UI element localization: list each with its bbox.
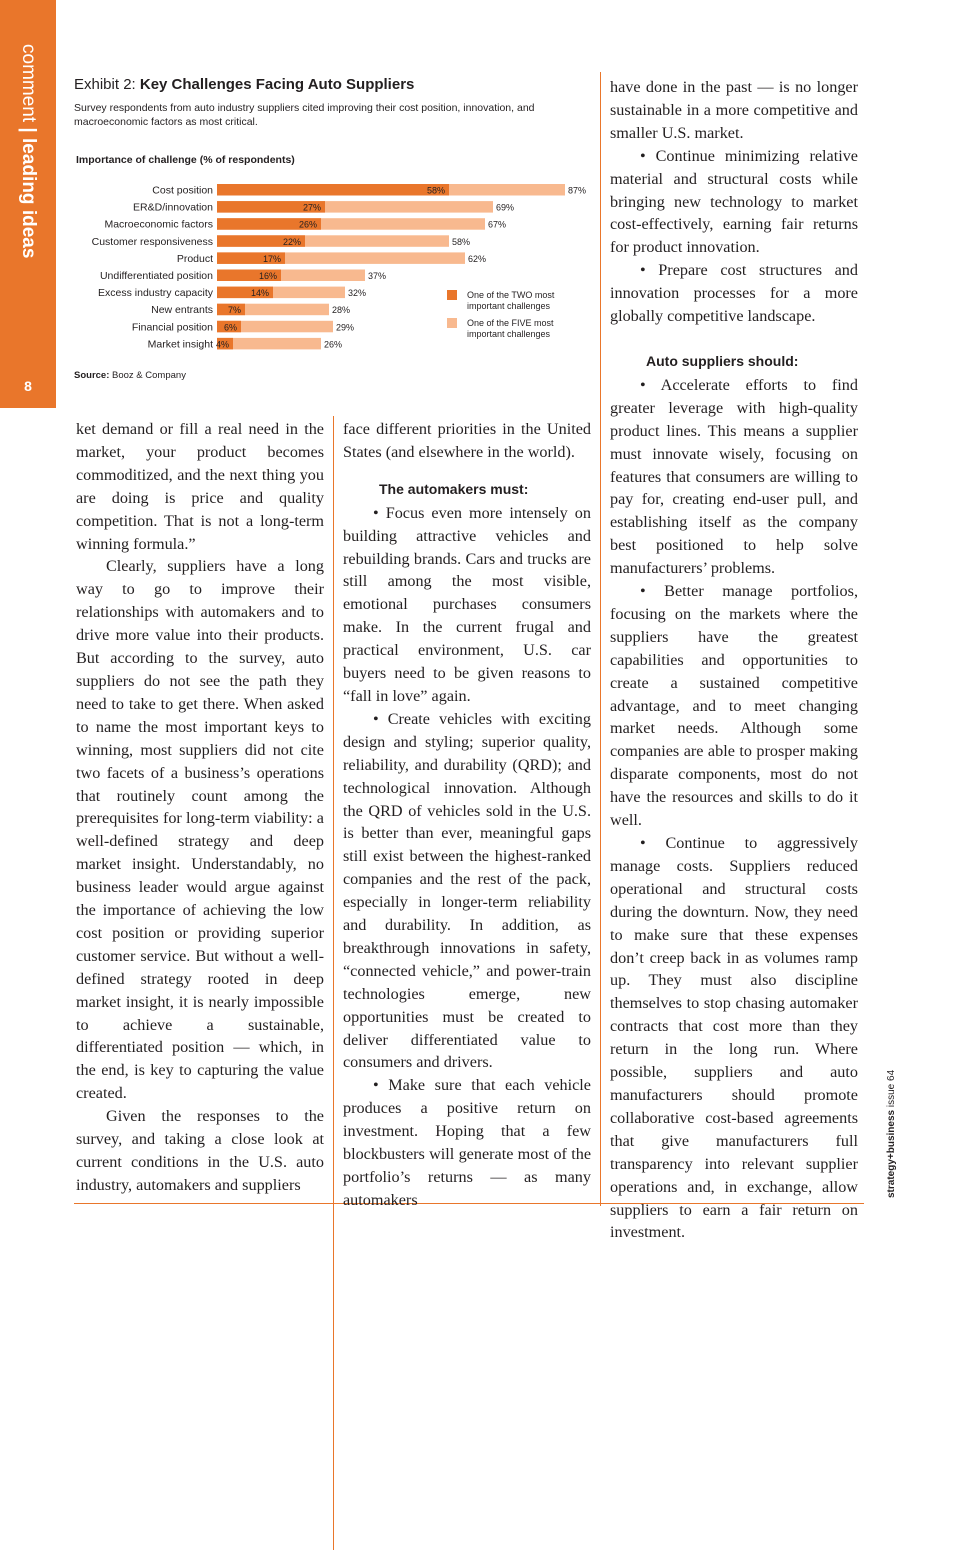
data-label-two-most: 6%	[223, 322, 237, 333]
category-label: Product	[176, 252, 213, 265]
bullet-paragraph: • Better manage portfolios, focusing on the markets where the suppliers have the greatest capabilities and opportunities to create a sustained competitive advantage, and to meet changing market needs. Although some companies are able to prosper making disparate components, most do not have the resources and skills to do it well.	[610, 582, 858, 830]
bullet-paragraph: • Create vehicles with exciting design and styling; superior quality, reliability, and durability (QRD); and technological innovation. Although the QRD of vehicles sold in the U.S. is better than ever, meaningful gaps still exist between the highest-ranked companies and the rest of the pack, especially in longer-term reliability and durability. In addition, as breakthrough innovations in safety, “connected vehicle,” and power-train technologies emerge, new opportunities must be created to deliver differentiated value to consumers and drivers.	[343, 709, 591, 1072]
exhibit-title	[74, 76, 594, 93]
data-label-five-most: 69%	[496, 202, 515, 213]
category-label: Customer responsiveness	[91, 235, 213, 248]
paragraph: have done in the past — is no longer sustainable in a more competitive and smaller U.S. market.	[610, 78, 858, 142]
section-heading: The automakers must:	[379, 480, 529, 497]
exhibit	[74, 76, 594, 396]
exhibit-source	[74, 370, 186, 381]
category-label: Cost position	[152, 184, 213, 197]
data-label-five-most: 29%	[336, 322, 355, 333]
data-label-five-most: 32%	[348, 288, 367, 299]
chart-title: Importance of challenge (% of respondents)	[76, 154, 295, 166]
category-label: New entrants	[151, 304, 213, 317]
bullet-paragraph: • Continue minimizing relative material and structural costs while bringing new technology to market cost-effectively, earning fair returns for product innovation.	[610, 146, 858, 257]
legend-swatch	[447, 318, 457, 328]
bullet-paragraph: • Make sure that each vehicle produces a positive return on investment. Hoping that a few blockbusters will generate most of the portfolio’s returns — as many automakers	[343, 1076, 591, 1209]
paragraph: face different priorities in the United States (and elsewhere in the world).	[343, 420, 591, 461]
category-label: Financial position	[131, 321, 213, 334]
legend-swatch	[447, 290, 457, 300]
column-divider	[600, 72, 601, 1206]
data-label-five-most: 67%	[488, 219, 507, 230]
bullet-paragraph: • Focus even more intensely on building attractive vehicles and rebuilding brands. Cars and trucks are still among the most visible, emotional purchases consumers make. In the current frugal and practical environment, U.S. car buyers need to be given reasons to “fall in love” again.	[343, 503, 591, 705]
footer-issue: issue 64	[886, 1070, 897, 1108]
data-label-five-most: 26%	[324, 339, 343, 350]
category-label: Undifferentiated position	[99, 270, 213, 282]
bullet-paragraph: • Continue to aggressively manage costs. Suppliers reduced operational and structural costs during the downturn. Now, they need to make sure that these expenses don’t creep back in as volumes ramp up. They must also discipline themselves to stop chasing automaker contracts that cost more than they return in the long run. Where possible, suppliers and auto manufacturers should promote collaborative cost-based agreements that give manufacturers full transparency into relevant supplier operations and, in exchange, allow suppliers to earn a fair return on investment.	[610, 834, 858, 1242]
paragraph: Given the responses to the survey, and taking a close look at current conditions in the U.S. auto industry, automakers and suppliers	[76, 1107, 324, 1194]
source-text: Booz & Company	[112, 370, 186, 381]
subsection-name: leading ideas	[18, 138, 39, 259]
footer-brand: strategy+business	[886, 1110, 897, 1199]
exhibit-title-text: Key Challenges Facing Auto Suppliers	[139, 76, 415, 93]
legend-label: One of the TWO most	[467, 290, 555, 300]
data-label-five-most: 87%	[568, 185, 587, 196]
bullet-paragraph: • Accelerate efforts to find greater leverage with high-quality product lines. This means a supplier must innovate wisely, focusing on features that consumers are willing to pay for, creating end-user pull, and establishing itself as the company best positioned to help solve manufacturers’ problems.	[610, 375, 858, 578]
paragraph: Clearly, suppliers have a long way to go to improve their relationships with automakers and to drive more value into their products. But according to the survey, auto suppliers do not see the path they need to take to get there. When asked to name the most important keys to winning, most suppliers did not cite two facets of a business’s operations that routinely count among the prerequisites for long-term viability: a well-defined strategy and deep market insight. Understandably, no business leader would argue against the importance of achieving the low cost position or providing superior customer service. But without a well-defined strategy rooted in deep market insight, it is nearly impossible to achieve a sustainable, differentiated position — which, in the end, is key to capturing the value created.	[76, 557, 324, 1103]
bar-two-most	[217, 184, 449, 196]
publication-footer	[886, 1070, 912, 1200]
bullet-paragraph: • Prepare cost structures and innovation processes for a more globally competitive landscape.	[610, 261, 858, 326]
column-divider	[333, 416, 334, 1550]
data-label-two-most: 58%	[426, 185, 445, 196]
exhibit-subtitle: Survey respondents from auto industry suppliers cited improving their cost position, innovation, and macroeconomic factors as most critical.	[74, 102, 535, 128]
section-heading: Auto suppliers should:	[646, 352, 799, 369]
data-label-five-most: 37%	[368, 271, 387, 281]
paragraph: ket demand or fill a real need in the market, your product becomes commoditized, and the next thing you are doing is price and quality competition. That is not a long-term winning formula.”	[76, 420, 324, 553]
data-label-two-most: 27%	[302, 202, 321, 213]
page-number: 8	[24, 378, 32, 394]
data-label-five-most: 28%	[332, 305, 351, 316]
data-label-two-most: 17%	[262, 253, 281, 264]
data-label-five-most: 58%	[452, 236, 471, 247]
source-label: Source:	[74, 370, 110, 381]
bar-chart	[74, 176, 594, 366]
data-label-two-most: 14%	[250, 288, 269, 299]
category-label: Macroeconomic factors	[104, 218, 213, 231]
legend-label: One of the FIVE most	[467, 318, 554, 328]
legend-label: important challenges	[467, 301, 551, 311]
category-label: Excess industry capacity	[98, 287, 213, 300]
section-label	[6, 44, 50, 259]
data-label-two-most: 22%	[282, 236, 301, 247]
section-tab	[0, 0, 56, 408]
section-separator: |	[18, 127, 39, 133]
category-label: Market insight	[147, 338, 213, 351]
data-label-two-most: 7%	[227, 305, 241, 316]
data-label-five-most: 62%	[468, 253, 487, 264]
text-column-1	[76, 418, 324, 1197]
legend-label: important challenges	[467, 329, 551, 339]
text-column-2	[343, 418, 591, 1212]
exhibit-title-prefix: Exhibit 2:	[74, 76, 136, 93]
section-name: comment	[18, 44, 39, 123]
data-label-two-most: 16%	[258, 271, 277, 281]
data-label-two-most: 26%	[298, 219, 317, 230]
category-label: ER&D/innovation	[133, 201, 213, 214]
data-label-two-most: 4%	[215, 339, 229, 350]
text-column-3	[610, 76, 858, 1244]
